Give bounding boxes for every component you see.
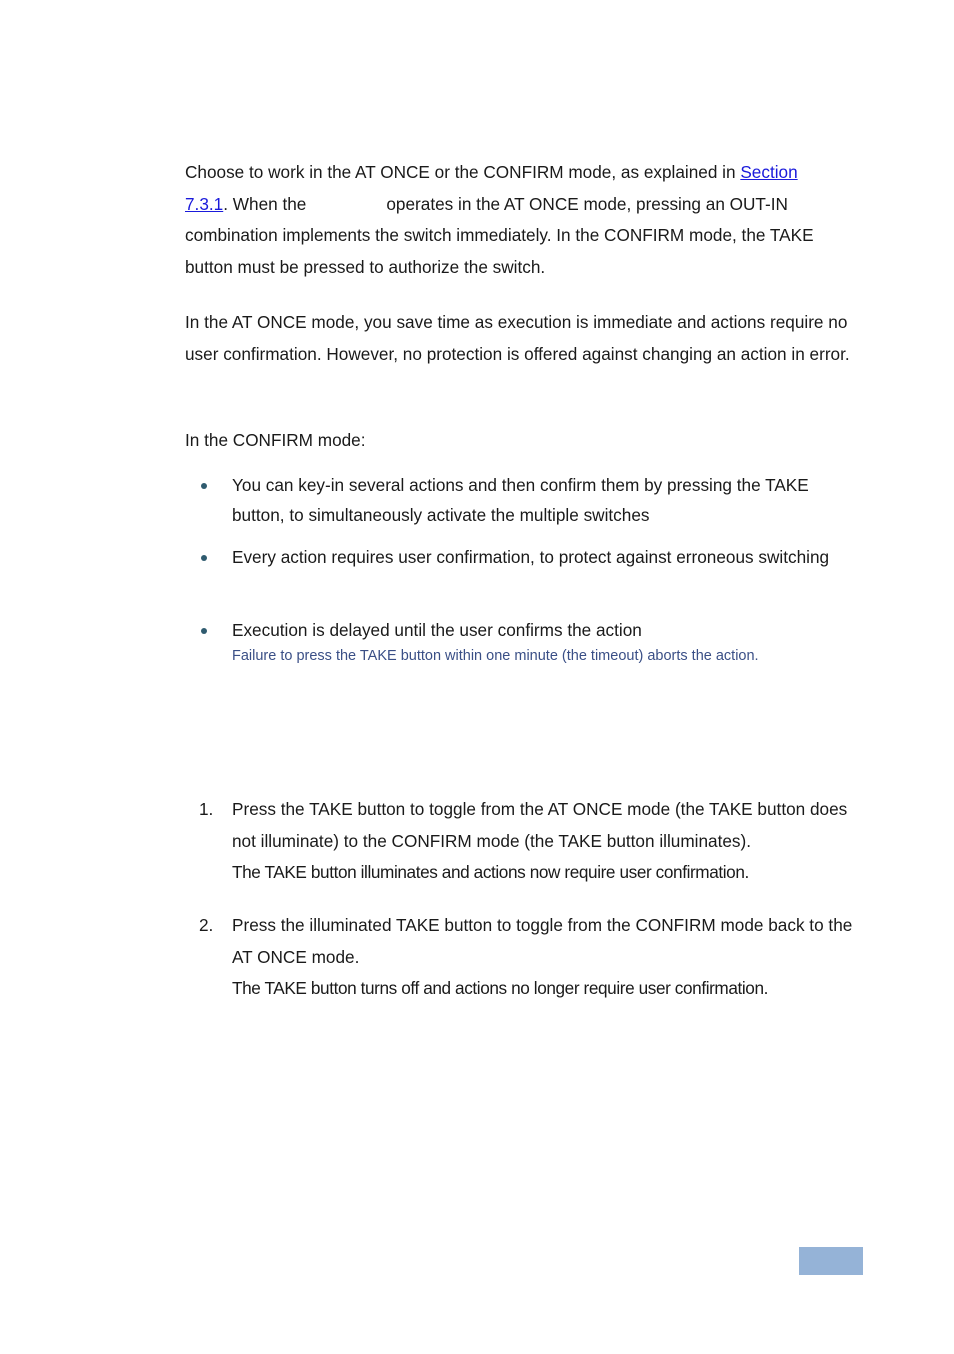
at-once-paragraph: In the AT ONCE mode, you save time as execution is immediate and actions require no user confirmation. However, no protection is offered against changing an action in error. <box>185 312 850 364</box>
bullet-item: Every action requires user confirmation, to protect against erroneous switching <box>185 543 855 573</box>
step-item <box>185 794 855 889</box>
intro-text-rest: operates in the AT ONCE mode, pressing an OUT-IN combination implements the switch immediately. In the CONFIRM mode, the TAKE button must be pressed to authorize the switch. <box>185 193 814 278</box>
bullet-icon <box>201 555 207 561</box>
page-number-tab <box>799 1247 863 1275</box>
intro-text-when: . When the <box>223 193 307 214</box>
step-number: 2. <box>199 915 214 935</box>
intro-text-start: Choose to work in the AT ONCE or the CONFIRM mode, as explained in <box>185 162 741 182</box>
step-number: 1. <box>199 799 214 819</box>
step-instruction: Press the illuminated TAKE button to toggle from the CONFIRM mode back to the AT ONCE mode. <box>232 915 853 967</box>
step-instruction: Press the TAKE button to toggle from the AT ONCE mode (the TAKE button does not illuminate) to the CONFIRM mode (the TAKE button illuminates). <box>232 799 848 851</box>
bullet-icon <box>201 628 207 634</box>
bullet-item: You can key-in several actions and then confirm them by pressing the TAKE button, to simultaneously activate the multiple switches <box>185 471 855 530</box>
step-result: The TAKE button illuminates and actions now require user confirmation. <box>232 862 749 883</box>
step-result: The TAKE button turns off and actions no longer require user confirmation. <box>232 978 769 999</box>
confirm-mode-heading: In the CONFIRM mode: <box>185 430 366 450</box>
intro-paragraph <box>185 157 855 284</box>
bullet-icon <box>201 483 207 489</box>
step-item <box>185 910 855 1005</box>
section-link[interactable]: Section 7.3.1 <box>185 162 798 214</box>
bullet-item: Execution is delayed until the user confirms the action Failure to press the TAKE button within one minute (the timeout) aborts the action. <box>185 616 855 666</box>
timeout-note: Failure to press the TAKE button within one minute (the timeout) aborts the action. <box>232 647 759 664</box>
